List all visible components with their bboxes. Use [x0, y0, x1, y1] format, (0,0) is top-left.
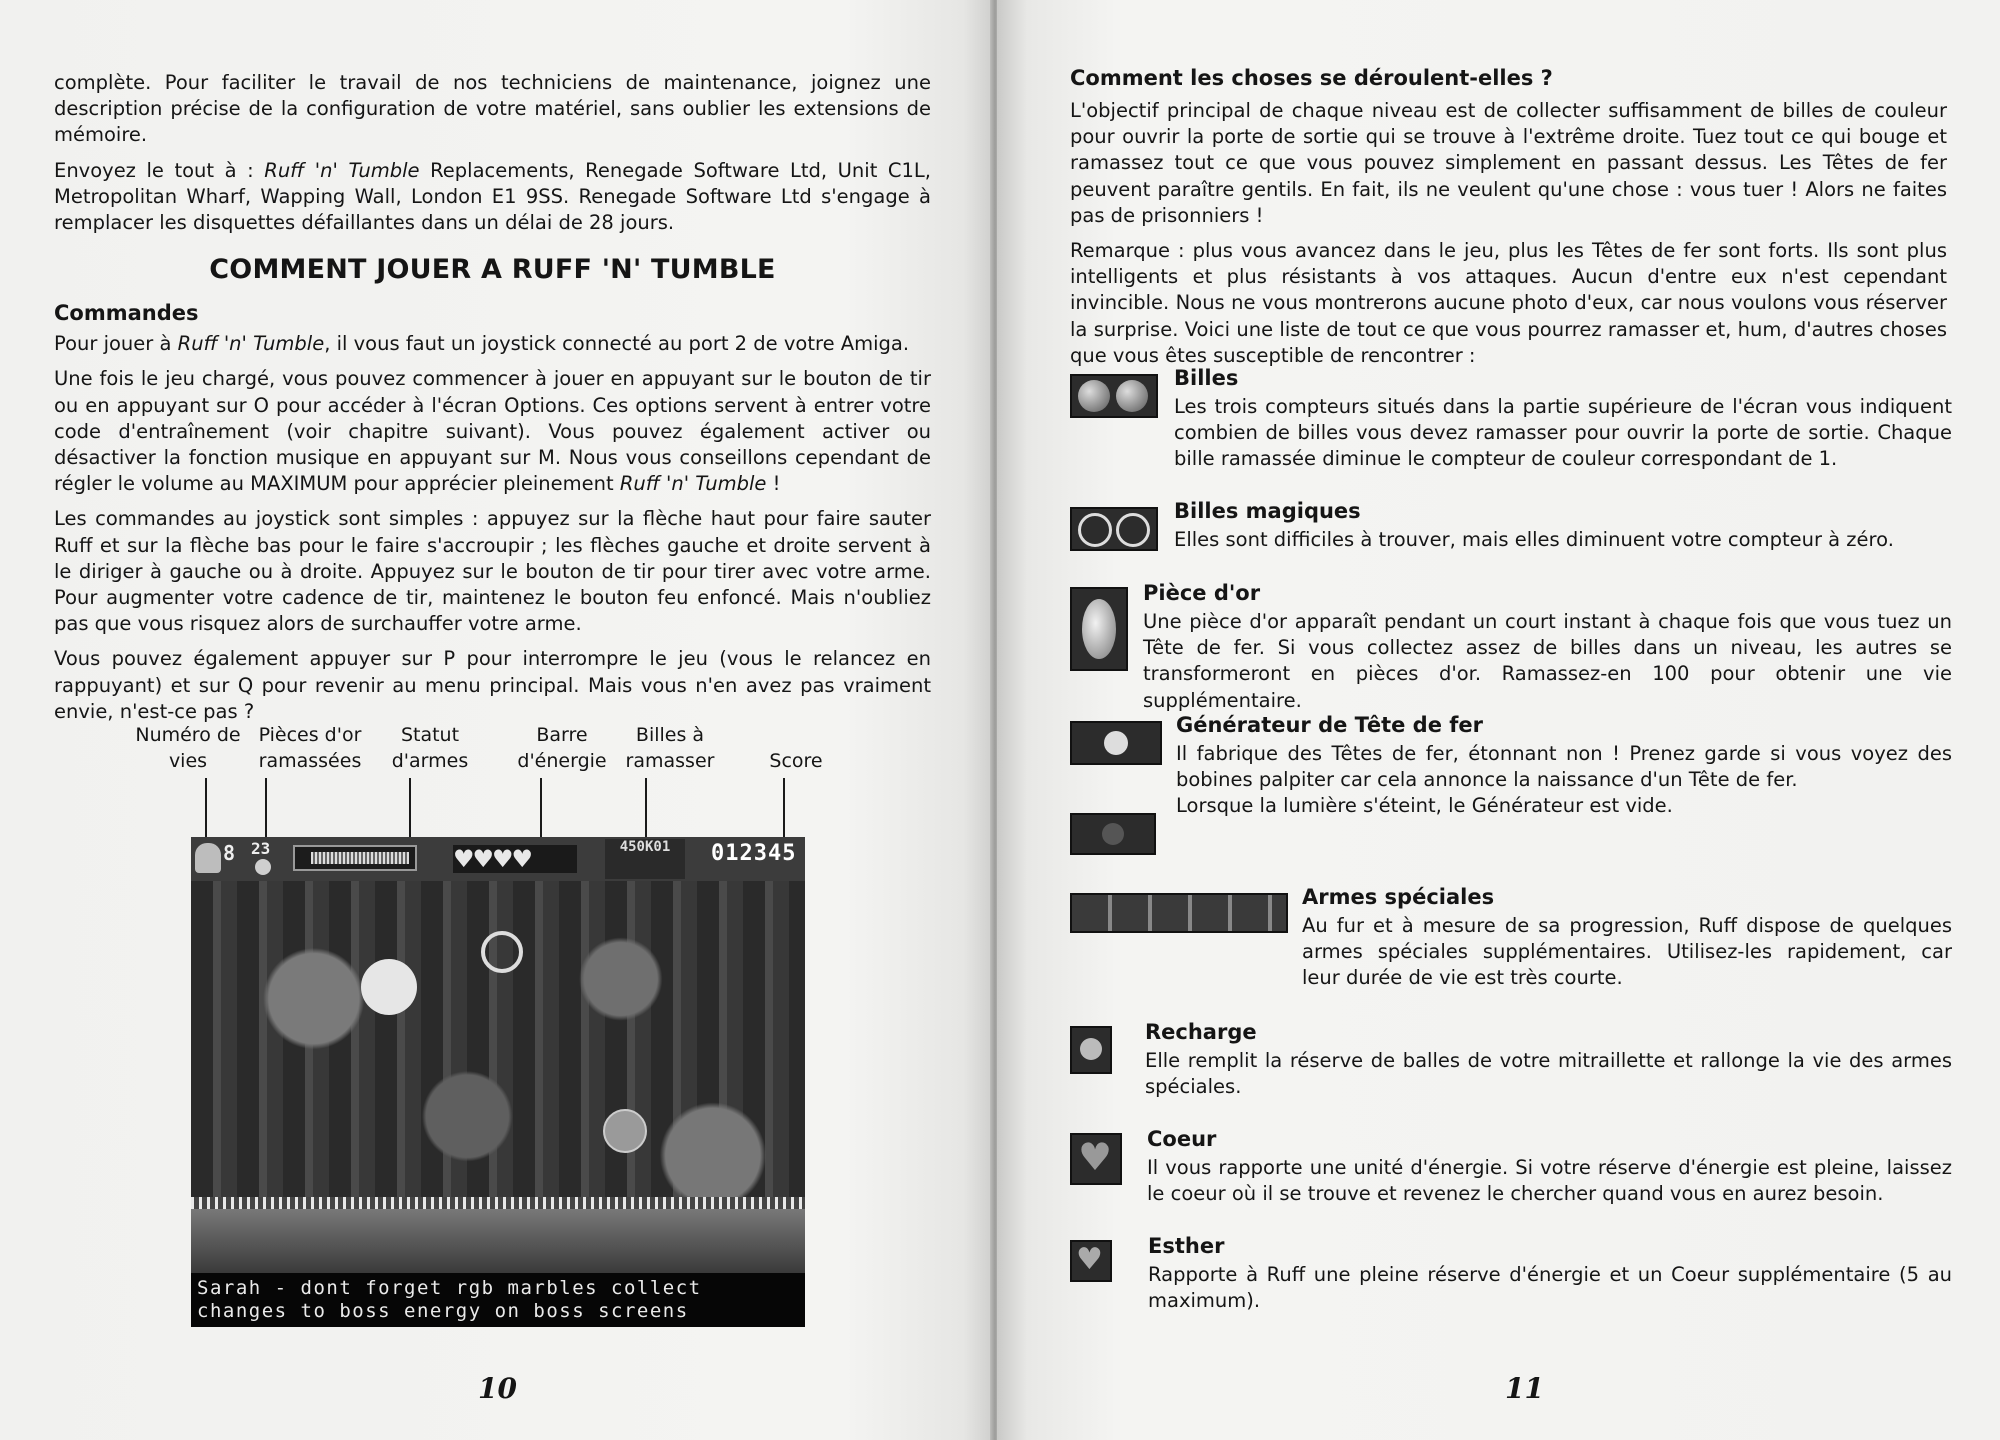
- left-page: [0, 0, 993, 1440]
- item-text: Elles sont difficiles à trouver, mais elles diminuent votre compteur à zéro.: [1174, 528, 1894, 551]
- pointer-line: [783, 778, 785, 840]
- glowing-orb: [361, 959, 417, 1015]
- game-playfield: [191, 881, 805, 1273]
- right-page: [997, 0, 2000, 1440]
- item-text: Au fur et à mesure de sa progression, Ruff dispose de quelques armes spéciales supplémentaires. Utilisez-les rapidement, car leur durée de vie est très courte.: [1302, 914, 1952, 990]
- right-text-column: [1070, 66, 1947, 378]
- item-text: Rapporte à Ruff une pleine réserve d'énergie et un Coeur supplémentaire (5 au maximum).: [1148, 1263, 1952, 1313]
- item-title: Billes: [1174, 366, 1239, 390]
- coins-counter: 23: [251, 839, 271, 858]
- esther-icon: ♥: [1070, 1240, 1112, 1282]
- item-title: Générateur de Tête de fer: [1176, 713, 1483, 737]
- paragraph: Pour jouer à Ruff 'n' Tumble, il vous faut un joystick connecté au port 2 de votre Amiga.: [54, 332, 910, 356]
- recharge-icon: [1070, 1026, 1112, 1074]
- item-title: Esther: [1148, 1234, 1225, 1258]
- item-title: Pièce d'or: [1143, 581, 1261, 605]
- item-text: Une pièce d'or apparaît pendant un court instant à chaque fois que vous tuez un Tête de fer. Si vous collectez assez de billes dans un niveau, les autres se transformeront en pièces d'or. Ramassez-en 100 pour obtenir une vie supplémentaire.: [1143, 610, 1952, 712]
- item-title: Recharge: [1145, 1020, 1257, 1044]
- pointer-line: [409, 778, 411, 840]
- item-text: Elle remplit la réserve de balles de votre mitraillette et rallonge la vie des armes spéciales.: [1145, 1049, 1952, 1099]
- bubble: [603, 1109, 647, 1153]
- generator-icon: [1070, 721, 1162, 765]
- game-hud: [191, 837, 805, 881]
- page-number: 11: [1505, 1372, 1544, 1405]
- item-title: Armes spéciales: [1302, 885, 1495, 909]
- left-text-column: [54, 70, 931, 734]
- heading: Comment les choses se déroulent-elles ?: [1070, 66, 1553, 90]
- special-weapons-icon: [1070, 893, 1288, 933]
- marbles-icon: [1070, 374, 1158, 418]
- paragraph: Envoyez le tout à : Ruff 'n' Tumble Replacements, Renegade Software Ltd, Unit C1L, Metropolitan Wharf, Wapping Wall, London E1 9SS. Renegade Software Ltd s'engage à remplacer les disquettes défaillantes dans un délai de 28 jours.: [54, 158, 931, 235]
- paragraph: Vous pouvez également appuyer sur P pour interrompre le jeu (vous le relancez en rappuyant) et sur Q pour revenir au menu principal. Mais vous n'en avez pas vraiment envie, n'est-ce pas ?: [54, 647, 931, 723]
- item-text: Lorsque la lumière s'éteint, le Générateur est vide.: [1176, 794, 1673, 818]
- ground: [191, 1207, 805, 1273]
- lives-counter: 8: [223, 841, 236, 865]
- spiky-grass: [191, 1197, 805, 1209]
- bubble: [481, 931, 523, 973]
- paragraph: Une fois le jeu chargé, vous pouvez commencer à jouer en appuyant sur le bouton de tir ou en appuyant sur O pour accéder à l'écran Options. Ces options servent à entrer votre code d'entraînement (voir chapitre suivant). Vous pouvez également activer ou désactiver la fonction musique en appuyant sur M. Nous vous conseillons cependant de régler le volume au MAXIMUM pour apprécier pleinement Ruff 'n' Tumble !: [54, 367, 931, 496]
- generator-empty-icon: [1070, 813, 1156, 855]
- paragraph: Les commandes au joystick sont simples : appuyez sur la flèche haut pour faire sauter Ruff et sur la flèche bas pour le faire s'accroupir ; les flèches gauche et droite servent à le diriger à gauche ou à droite. Appuyez sur le bouton de tir pour tirer avec votre arme. Pour augmenter votre cadence de tir, maintenez le bouton feu enfoncé. Mais n'oubliez pas que vous risquez alors de surchauffer votre arme.: [54, 507, 931, 636]
- item-text: Il vous rapporte une unité d'énergie. Si votre réserve d'énergie est pleine, laissez le coeur où il se trouve et revenez le chercher quand vous en aurez besoin.: [1147, 1156, 1952, 1206]
- paragraph: complète. Pour faciliter le travail de nos techniciens de maintenance, joignez une description précise de la configuration de votre matériel, sans oublier les extensions de mémoire.: [54, 71, 931, 147]
- paragraph: Remarque : plus vous avancez dans le jeu, plus les Têtes de fer sont forts. Ils sont plus intelligents et plus résistants à vos attaques. Aucun d'entre eux n'est cependant invincible. Nous ne vous montrerons aucune photo d'eux, car nous voulons vous réserver la surprise. Voici une liste de tout ce que vous pourrez ramasser et, hum, d'autres choses que vous êtes susceptible de rencontrer :: [1070, 239, 1947, 367]
- label-coins: Pièces d'or ramassées: [258, 724, 362, 772]
- page-number: 10: [478, 1372, 517, 1405]
- game-message: Sarah - dont forget rgb marbles collect changes to boss energy on boss screens: [191, 1273, 805, 1327]
- label-marbles: Billes à ramasser: [625, 724, 715, 772]
- item-title: Billes magiques: [1174, 499, 1361, 523]
- paragraph: L'objectif principal de chaque niveau est de collecter suffisamment de billes de couleur pour ouvrir la porte de sortie qui se trouve à l'extrême droite. Tuez tout ce qui bouge et ramassez tout ce que vous pouvez simplement en passant dessus. Les Têtes de fer peuvent paraître gentils. En fait, ils ne veulent qu'une chose : vous tuer ! Alors ne faites pas de prisonniers !: [1070, 99, 1947, 227]
- pointer-line: [205, 778, 207, 840]
- marbles-counter: 450K01: [605, 839, 685, 879]
- label-energy: Barre d'énergie: [517, 724, 607, 772]
- score-counter: 012345: [711, 841, 797, 866]
- heart-icon: ♥: [1070, 1133, 1122, 1185]
- pointer-line: [645, 778, 647, 840]
- section-title: COMMENT JOUER A RUFF 'N' TUMBLE: [209, 254, 776, 286]
- item-text: Les trois compteurs situés dans la partie supérieure de l'écran vous indiquent combien de billes vous devez ramasser pour ouvrir la porte de sortie. Chaque bille ramassée diminue le compteur de couleur correspondant de 1.: [1174, 395, 1952, 471]
- item-text: Il fabrique des Têtes de fer, étonnant non ! Prenez garde si vous voyez des bobines palpiter car cela annonce la naissance d'un Tête de fer.: [1176, 742, 1952, 792]
- label-weapon: Statut d'armes: [391, 724, 469, 772]
- gold-coin-icon: [1070, 587, 1128, 671]
- pointer-line: [540, 778, 542, 840]
- subtitle: Commandes: [54, 301, 199, 326]
- energy-bar: ♥♥♥♥: [453, 845, 577, 873]
- weapon-status-bar: [293, 845, 417, 871]
- label-lives: Numéro de vies: [135, 724, 241, 772]
- label-score: Score: [769, 750, 823, 772]
- item-title: Coeur: [1147, 1127, 1217, 1151]
- ruff-face-icon: [195, 843, 221, 873]
- pointer-line: [265, 778, 267, 840]
- game-screenshot: [191, 837, 805, 1327]
- coin-icon: [255, 859, 271, 875]
- magic-marbles-icon: [1070, 507, 1158, 551]
